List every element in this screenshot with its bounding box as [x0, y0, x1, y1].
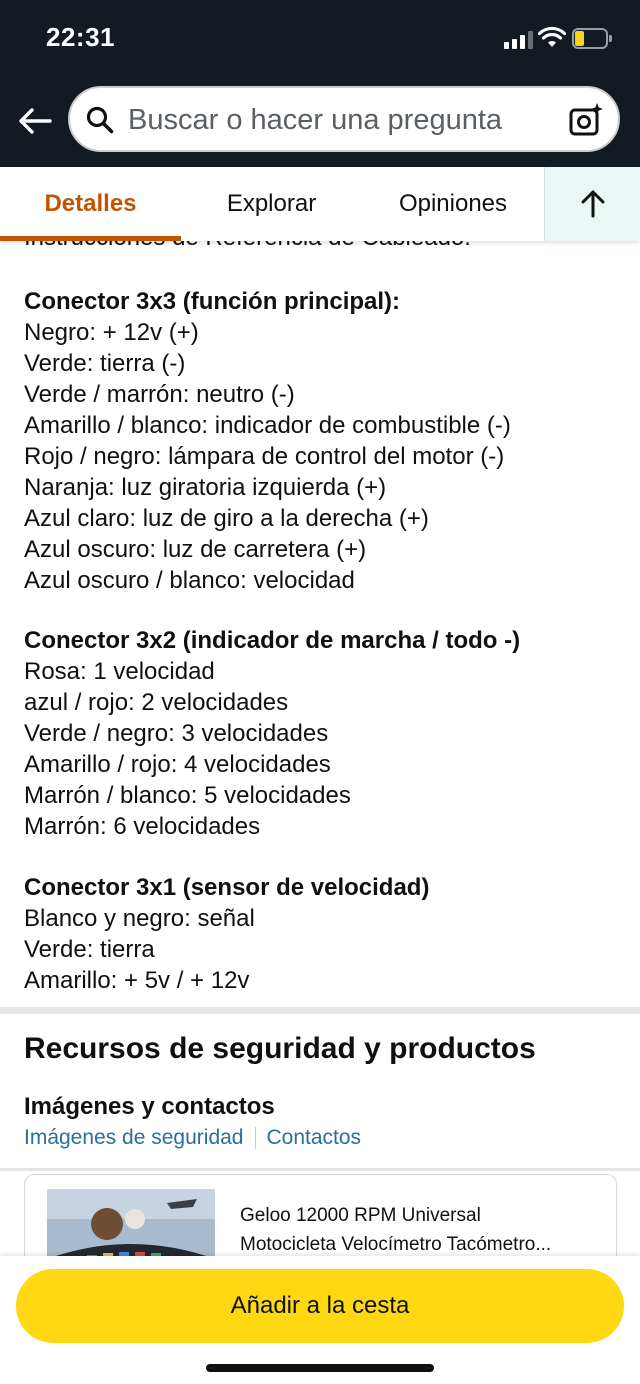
section-divider — [0, 1007, 640, 1014]
detail-line: Negro: + 12v (+) — [24, 319, 199, 346]
product-title-line: Motocicleta Velocímetro Tacómetro... — [240, 1234, 552, 1255]
tab-opiniones[interactable]: Opiniones — [398, 190, 508, 217]
cellular-signal-icon — [504, 31, 534, 49]
section-divider — [0, 1168, 640, 1171]
detail-line: Azul claro: luz de giro a la derecha (+) — [24, 505, 429, 532]
wifi-icon — [538, 26, 566, 48]
resources-links — [24, 1126, 361, 1150]
home-indicator — [206, 1364, 434, 1372]
detail-line: Verde: tierra (-) — [24, 350, 186, 377]
product-title-line: Geloo 12000 RPM Universal — [240, 1205, 481, 1226]
arrow-up-icon — [580, 190, 606, 218]
resources-title: Recursos de seguridad y productos — [24, 1032, 536, 1065]
search-input[interactable] — [128, 98, 548, 142]
search-icon — [86, 106, 114, 134]
detail-line: Rojo / negro: lámpara de control del motor (-) — [24, 443, 505, 470]
bottom-bar — [0, 1256, 640, 1384]
connector-3x2-section — [24, 625, 624, 842]
detail-line: Marrón: 6 velocidades — [24, 813, 261, 840]
detail-line: Naranja: luz giratoria izquierda (+) — [24, 474, 387, 501]
section-title: Conector 3x2 (indicador de marcha / todo -) — [24, 627, 521, 654]
tab-bar — [0, 167, 640, 241]
detail-line: Marrón / blanco: 5 velocidades — [24, 782, 351, 809]
detail-line: Rosa: 1 velocidad — [24, 658, 215, 685]
search-bar[interactable] — [68, 86, 620, 152]
top-bar — [0, 0, 640, 167]
detail-line: Azul oscuro: luz de carretera (+) — [24, 536, 367, 563]
tab-detalles[interactable]: Detalles — [44, 190, 137, 217]
contacts-link[interactable]: Contactos — [266, 1126, 362, 1149]
back-arrow-icon — [18, 107, 52, 135]
active-tab-underline — [0, 236, 181, 241]
detail-line: Amarillo / rojo: 4 velocidades — [24, 751, 331, 778]
detail-line: Azul oscuro / blanco: velocidad — [24, 567, 355, 594]
link-separator — [255, 1127, 256, 1149]
scroll-to-top-button[interactable] — [544, 167, 640, 241]
resources-subtitle: Imágenes y contactos — [24, 1093, 275, 1120]
detail-line: Blanco y negro: señal — [24, 905, 255, 932]
connector-3x1-section — [24, 872, 624, 996]
detail-line: Verde: tierra — [24, 936, 155, 963]
camera-search-icon[interactable] — [568, 102, 604, 138]
battery-icon — [572, 28, 612, 49]
status-time: 22:31 — [46, 22, 115, 52]
tab-explorar[interactable]: Explorar — [226, 190, 317, 217]
detail-line: Verde / negro: 3 velocidades — [24, 720, 329, 747]
section-title: Conector 3x3 (función principal): — [24, 288, 401, 315]
add-to-cart-button[interactable]: Añadir a la cesta — [16, 1269, 624, 1343]
detail-line: azul / rojo: 2 velocidades — [24, 689, 289, 716]
connector-3x3-section — [24, 286, 624, 596]
safety-images-link[interactable]: Imágenes de seguridad — [24, 1126, 244, 1149]
product-title[interactable] — [240, 1201, 600, 1259]
detail-line: Amarillo / blanco: indicador de combustible (-) — [24, 412, 511, 439]
section-title: Conector 3x1 (sensor de velocidad) — [24, 874, 430, 901]
back-button[interactable] — [14, 100, 56, 142]
detail-line: Verde / marrón: neutro (-) — [24, 381, 295, 408]
detail-line: Amarillo: + 5v / + 12v — [24, 967, 250, 994]
